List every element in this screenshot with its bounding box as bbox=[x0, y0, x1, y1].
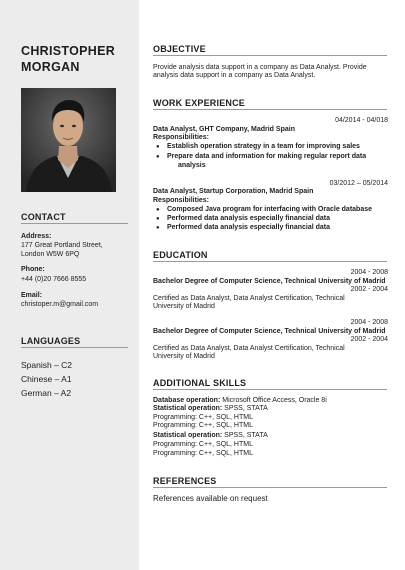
work-experience-heading: WORK EXPERIENCE bbox=[153, 98, 246, 108]
job-responsibilities-label: Responsibilities: bbox=[153, 197, 210, 204]
language-item: German – A2 bbox=[21, 388, 72, 398]
references-text: References available on request bbox=[153, 494, 268, 503]
job-dates: 03/2012 – 05/2014 bbox=[329, 180, 388, 187]
person-name bbox=[21, 43, 115, 75]
address-label: Address: bbox=[21, 233, 52, 240]
skill-line bbox=[153, 441, 389, 450]
contact-heading: CONTACT bbox=[21, 212, 66, 222]
languages-heading: LANGUAGES bbox=[21, 336, 81, 346]
languages-divider bbox=[21, 347, 128, 348]
education-dates: 2002 - 2004 bbox=[350, 336, 388, 343]
objective-text-line-2: analysis data support in a company as Data Analyst. bbox=[153, 72, 316, 79]
additional-skills-divider bbox=[153, 389, 387, 390]
contact-divider bbox=[21, 223, 128, 224]
job-bullet: ● Composed Java program for interfacing with Oracle database bbox=[167, 206, 389, 215]
education-dates: 2004 - 2008 bbox=[350, 319, 388, 326]
education-divider bbox=[153, 261, 387, 262]
skill-value: Programming: C++, SQL, HTML bbox=[153, 441, 253, 448]
phone-label: Phone: bbox=[21, 266, 45, 273]
skill-value: Programming: C++, SQL, HTML bbox=[153, 414, 253, 421]
profile-photo-illustration bbox=[21, 88, 116, 192]
language-item: Chinese – A1 bbox=[21, 374, 72, 384]
job-title: Data Analyst, Startup Corporation, Madrid Spain bbox=[153, 188, 314, 195]
skill-label: Statistical operation: bbox=[153, 405, 223, 412]
job-bullet: ● Prepare data and information for making regular report data bbox=[167, 153, 389, 162]
address-line-1: 177 Great Portland Street, bbox=[21, 242, 103, 249]
references-heading: REFERENCES bbox=[153, 476, 217, 486]
skill-line bbox=[153, 422, 389, 431]
sidebar bbox=[0, 0, 139, 570]
education-degree: Bachelor Degree of Computer Science, Technical University of Madrid bbox=[153, 328, 386, 335]
work-experience-divider bbox=[153, 109, 387, 110]
skill-label: Statistical operation: bbox=[153, 432, 223, 439]
address-line-2: London W5W 6PQ bbox=[21, 251, 80, 258]
skill-value: SPSS, STATA bbox=[222, 405, 268, 412]
skill-value: Programming: C++, SQL, HTML bbox=[153, 450, 253, 457]
education-certification-continuation: University of Madrid bbox=[153, 303, 215, 310]
first-name: CHRISTOPHER bbox=[21, 44, 116, 58]
education-heading: EDUCATION bbox=[153, 250, 208, 260]
skill-line bbox=[153, 405, 389, 414]
skill-value: SPSS, STATA bbox=[222, 432, 268, 439]
references-divider bbox=[153, 487, 387, 488]
skill-line bbox=[153, 450, 389, 459]
email-label: Email: bbox=[21, 292, 43, 299]
additional-skills-heading: ADDITIONAL SKILLS bbox=[153, 378, 247, 388]
job-bullet: ● Performed data analysis especially financial data bbox=[167, 224, 389, 233]
profile-photo bbox=[21, 88, 116, 192]
education-dates: 2004 - 2008 bbox=[350, 269, 388, 276]
language-item: Spanish – C2 bbox=[21, 360, 73, 370]
objective-text-line-1: Provide analysis data support in a company as Data Analyst. Provide bbox=[153, 64, 367, 71]
education-certification-continuation: University of Madrid bbox=[153, 353, 215, 360]
education-degree: Bachelor Degree of Computer Science, Technical University of Madrid bbox=[153, 278, 386, 285]
skill-value: Microsoft Office Access, Oracle 8i bbox=[220, 397, 327, 404]
job-responsibilities-label: Responsibilities: bbox=[153, 134, 210, 141]
education-certification: Certified as Data Analyst, Data Analyst Certification, Technical bbox=[153, 345, 345, 352]
job-bullet-continuation: analysis bbox=[178, 162, 206, 169]
education-dates: 2002 - 2004 bbox=[350, 286, 388, 293]
skill-line bbox=[153, 432, 389, 441]
job-bullet: ● Establish operation strategy in a team for improving sales bbox=[167, 143, 389, 152]
last-name: MORGAN bbox=[21, 60, 80, 74]
objective-heading: OBJECTIVE bbox=[153, 44, 206, 54]
skill-label: Database operation: bbox=[153, 397, 221, 404]
skill-value: Programming: C++, SQL, HTML bbox=[153, 422, 253, 429]
education-certification: Certified as Data Analyst, Data Analyst Certification, Technical bbox=[153, 295, 345, 302]
phone-number: +44 (0)20 7666 8555 bbox=[21, 276, 87, 283]
objective-divider bbox=[153, 55, 387, 56]
job-dates: 04/2014 - 04/018 bbox=[335, 117, 388, 124]
job-title: Data Analyst, GHT Company, Madrid Spain bbox=[153, 126, 295, 133]
job-bullet: ● Performed data analysis especially financial data bbox=[167, 215, 389, 224]
email-address: christoper.m@gmail.com bbox=[21, 301, 99, 308]
